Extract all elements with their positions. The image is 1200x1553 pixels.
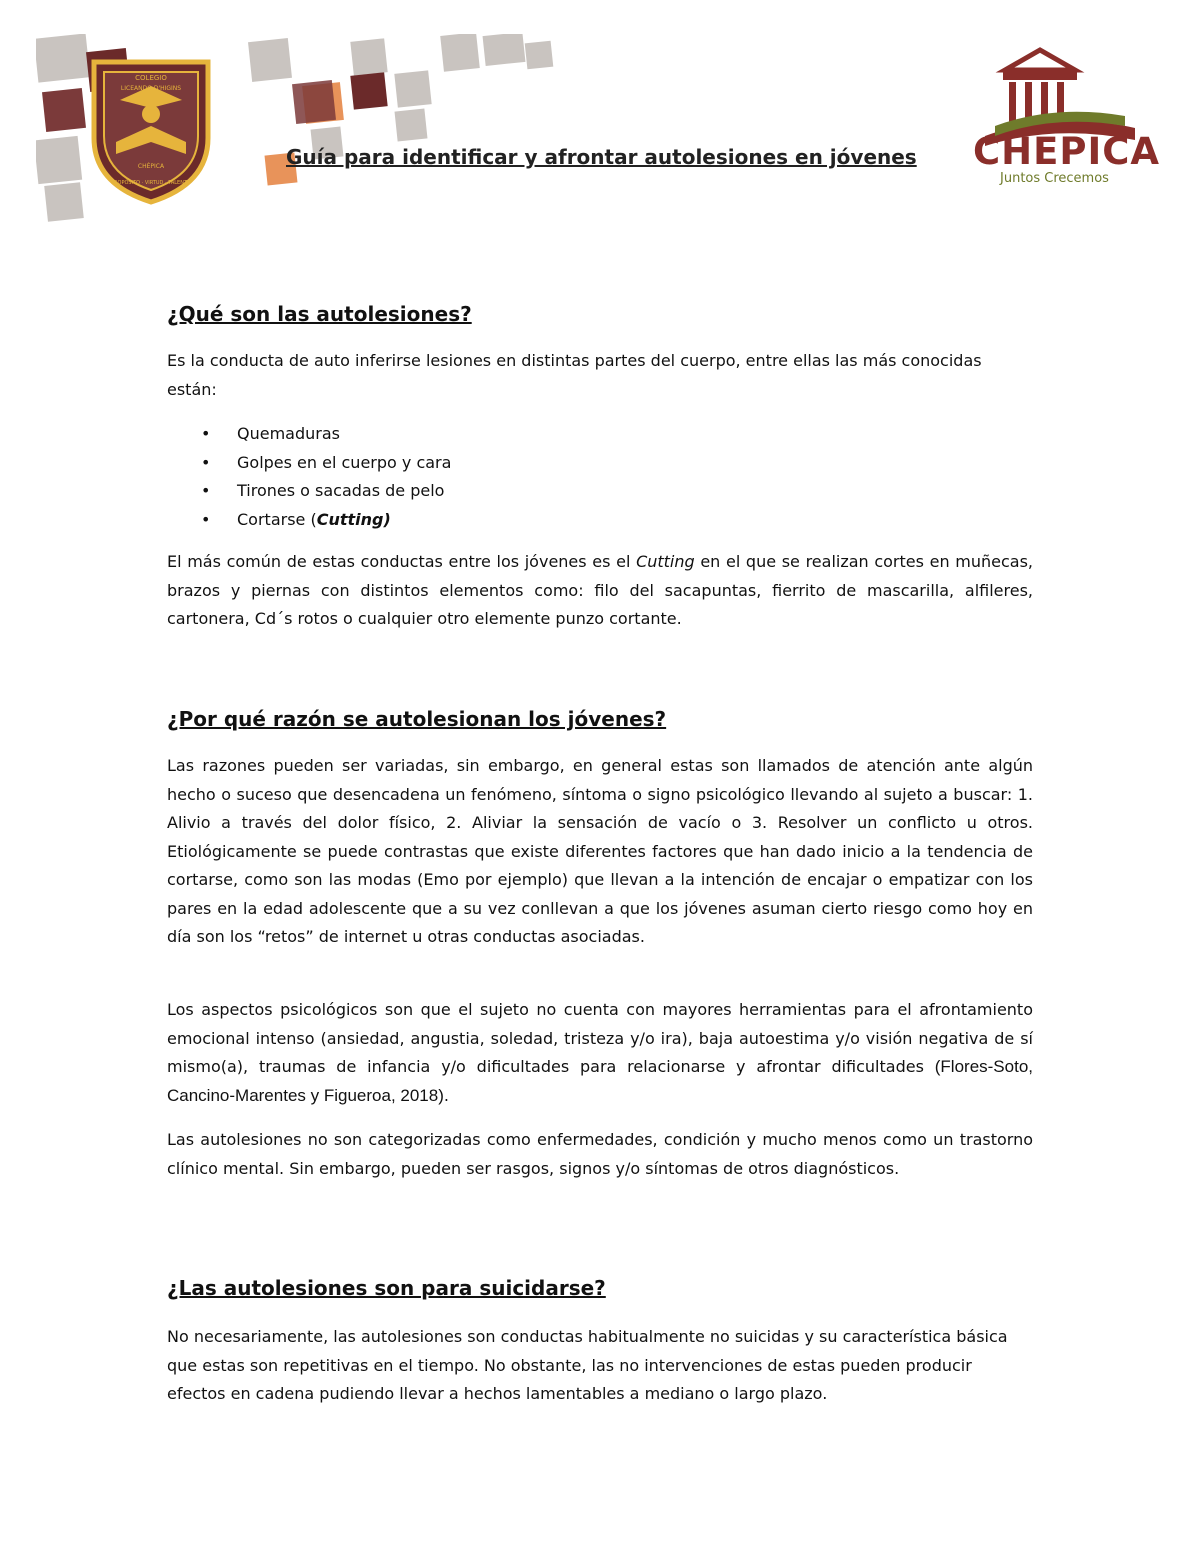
section-paragraph: [167, 996, 1033, 1110]
paragraph-text: en el que se realizan cortes en muñecas, brazos y piernas con distintos elementos como: filo del sacapuntas, fierrito de mascarilla, alfileres, cartonera, Cd´s rotos o cualquier otro elemente punzo cortante.: [167, 552, 1033, 628]
section-heading: ¿Qué son las autolesiones?: [167, 302, 472, 326]
section-paragraph-wrapper: [167, 548, 1033, 634]
list-item: [167, 506, 451, 535]
section-heading: ¿Las autolesiones son para suicidarse?: [167, 1276, 606, 1300]
section-paragraph: [167, 548, 1033, 634]
section-paragraph-wrapper: [167, 347, 1033, 404]
bullet-icon: •: [201, 481, 211, 500]
svg-text:CHÉPICA: CHÉPICA: [137, 163, 165, 170]
svg-text:PROPÓSITO · VIRTUD · TALENTO: PROPÓSITO · VIRTUD · TALENTO: [111, 180, 191, 186]
bullet-icon: •: [201, 452, 211, 472]
list-item-text: Cortarse (: [237, 509, 317, 529]
section-paragraph-wrapper: [167, 1323, 1033, 1409]
list-item-text: Tirones o sacadas de pelo: [237, 481, 445, 500]
section-paragraph-wrapper: [167, 752, 1033, 952]
list-item: [167, 477, 451, 506]
document-title: Guía para identificar y afrontar autolesiones en jóvenes: [286, 145, 917, 169]
paragraph-emphasis: Cutting: [636, 552, 695, 571]
section-heading: ¿Por qué razón se autolesionan los jóvenes?: [167, 707, 667, 731]
citation: (Flores-Soto, Cancino-Marentes y Figueroa, 2018): [167, 1057, 1033, 1105]
chepica-logo-tagline: Juntos Crecemos: [1000, 171, 1109, 186]
section-paragraph-wrapper: [167, 1126, 1033, 1183]
bullet-icon: •: [201, 424, 211, 443]
section-why: [167, 707, 1033, 731]
list-item: [167, 420, 451, 449]
school-logo: [36, 34, 556, 224]
chepica-logo-word: CHÉPICA: [973, 130, 1161, 173]
section-paragraph: Las razones pueden ser variadas, sin embargo, en general estas son llamados de atención ante algún hecho o suceso que desencadena un fenómeno, síntoma o signo psicológico llevando al sujeto a buscar: 1. Alivio a través del dolor físico, 2. Aliviar la sensación de vacío o 3. Resolver un conflicto u otros. Etiológicamente se puede contrastas que existe diferentes factores que han dado inicio a la tendencia de cortarse, como son las modas (Emo por ejemplo) que llevan a la intención de encajar o empatizar con los pares en la edad adolescente que a su vez conllevan a que los jóvenes asuman cierto riesgo como hoy en día son los “retos” de internet u otras conductas asociadas.: [167, 756, 1033, 946]
list-item-emphasis: Cutting): [316, 509, 391, 529]
section-paragraph: No necesariamente, las autolesiones son conductas habitualmente no suicidas y su característica básica que estas son repetitivas en el tiempo. No obstante, las no intervenciones de estas pueden producir efectos en cadena pudiendo llevar a hechos lamentables a mediano o largo plazo.: [167, 1327, 1008, 1403]
section-paragraph: Las autolesiones no son categorizadas como enfermedades, condición y mucho menos como un trastorno clínico mental. Sin embargo, pueden ser rasgos, signos y/o síntomas de otros diagnósticos.: [167, 1130, 1033, 1178]
paragraph-text: Los aspectos psicológicos son que el sujeto no cuenta con mayores herramientas para el afrontamiento emocional intenso (ansiedad, angustia, soledad, tristeza y/o ira), baja autoestima y/o visión negativa de sí mismo(a), traumas de infancia y/o dificultades para relacionarse y afrontar dificultades: [167, 1000, 1033, 1076]
svg-text:COLEGIO: COLEGIO: [135, 74, 167, 82]
section-what-are: [167, 302, 1033, 326]
paragraph-text: .: [443, 1085, 449, 1105]
list-item-text: Golpes en el cuerpo y cara: [237, 452, 452, 472]
section-paragraph-wrapper: [167, 996, 1033, 1110]
list-item: [167, 449, 451, 478]
paragraph-text: El más común de estas conductas entre los jóvenes es el: [167, 552, 637, 571]
list-item-text: Quemaduras: [237, 424, 340, 443]
section-suicide: [167, 1276, 1033, 1300]
svg-text:LICEANDO D'HIGINS: LICEANDO D'HIGINS: [120, 85, 182, 92]
section-paragraph: Es la conducta de auto inferirse lesiones en distintas partes del cuerpo, entre ellas las más conocidas están:: [167, 351, 982, 399]
bullet-list: [167, 420, 451, 534]
bullet-icon: •: [201, 509, 211, 529]
